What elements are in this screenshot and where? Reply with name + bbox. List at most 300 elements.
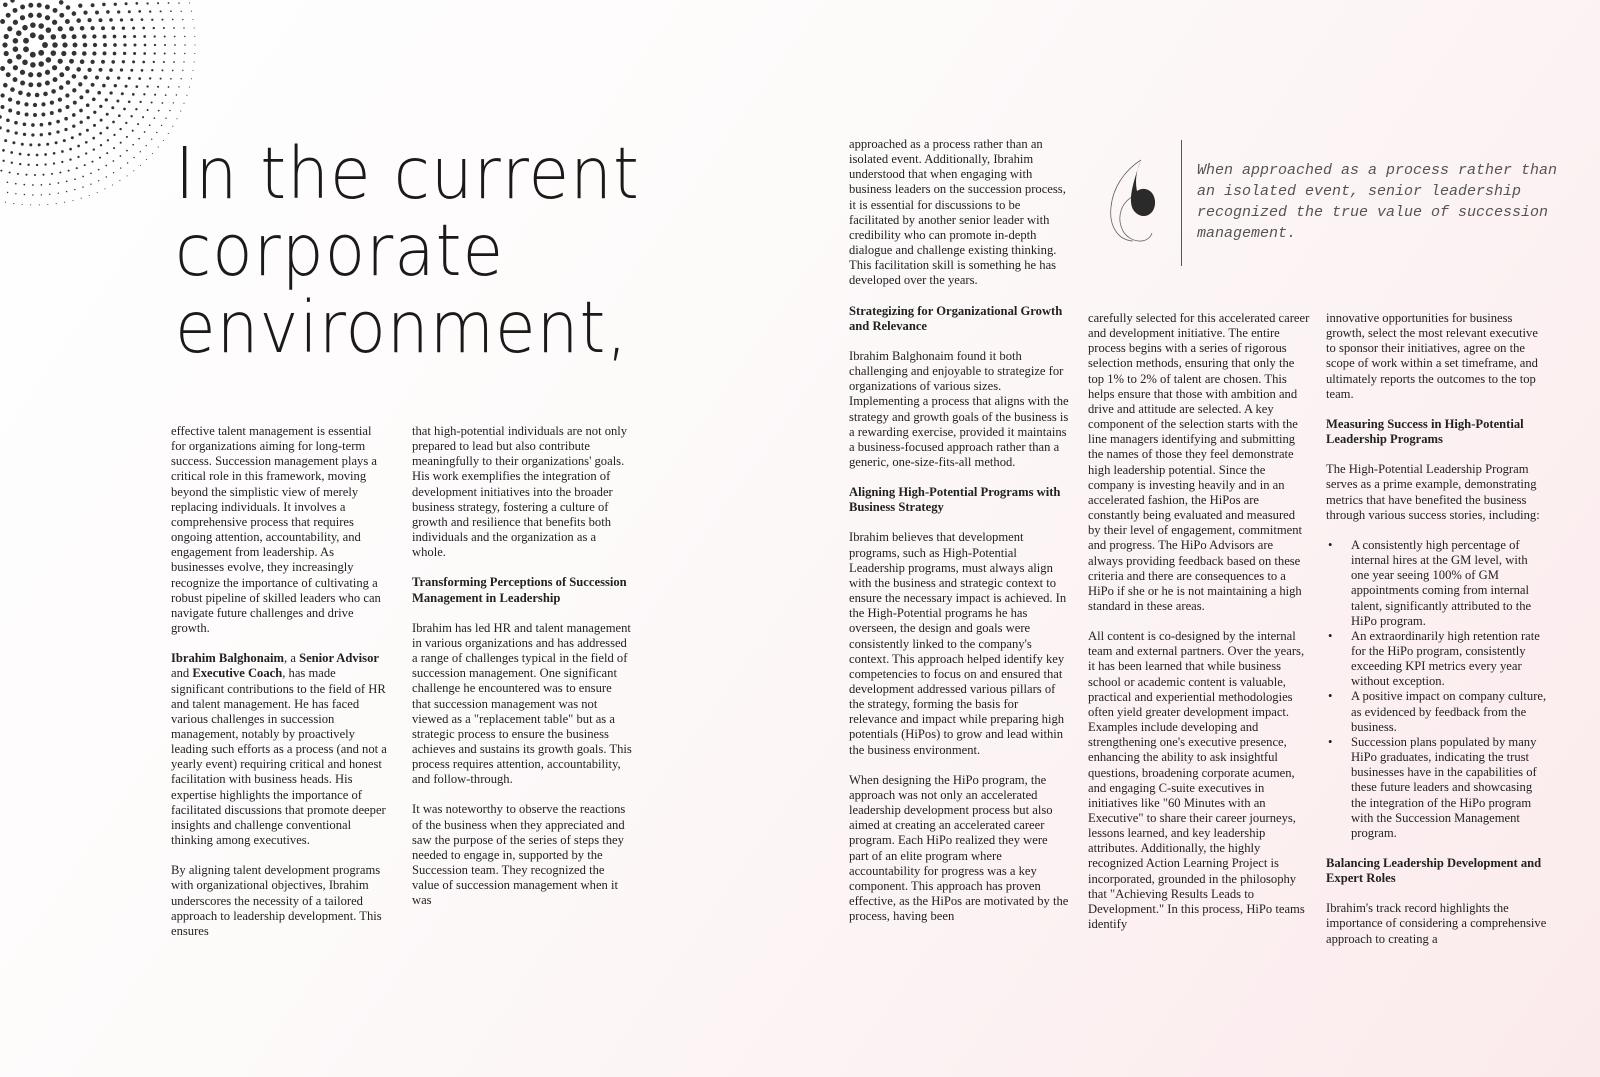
halftone-dot <box>95 76 99 80</box>
halftone-dot <box>154 44 156 46</box>
halftone-dot <box>69 59 74 64</box>
quote-divider <box>1181 140 1182 266</box>
halftone-dot <box>25 174 27 176</box>
halftone-dot <box>58 182 60 184</box>
halftone-dot <box>45 81 50 86</box>
halftone-dot <box>130 115 132 117</box>
halftone-dot <box>55 141 58 144</box>
halftone-dot <box>82 176 84 178</box>
halftone-dot <box>113 172 114 173</box>
halftone-dot <box>72 200 73 201</box>
halftone-dot <box>104 188 105 189</box>
paragraph: Ibrahim Balghonaim found it both challenging and enjoyable to strategize for organizations of various sizes. Implementing a process that aligns with the strategy and growth goals of the business is a rewarding exercise, provided it maintains a business-focused approach rather than a generic, one-size-fits-all method. <box>849 348 1069 469</box>
halftone-dot <box>2 149 5 152</box>
halftone-dot <box>7 26 12 31</box>
list-item: • Succession plans populated by many HiPo graduates, indicating the trust businesses have in the capabilities of these future leaders and showcasing the integration of the HiPo program with the Succession Management program. <box>1326 735 1548 841</box>
halftone-dot <box>92 97 96 101</box>
halftone-dot <box>128 10 131 13</box>
halftone-dot <box>50 100 54 104</box>
halftone-dot <box>120 18 123 21</box>
halftone-dot <box>172 126 173 127</box>
halftone-dot <box>126 175 127 176</box>
halftone-dot <box>0 93 4 97</box>
paragraph <box>171 651 389 848</box>
halftone-dot <box>73 101 77 105</box>
halftone-dot <box>2 160 4 162</box>
halftone-dot <box>0 126 2 129</box>
halftone-dot <box>80 121 83 124</box>
halftone-dot <box>41 184 43 186</box>
halftone-dot <box>8 109 12 113</box>
halftone-dot <box>6 13 11 18</box>
halftone-dot <box>101 60 105 64</box>
halftone-dot <box>53 8 58 13</box>
halftone-dot <box>120 142 122 144</box>
halftone-dot <box>99 68 103 72</box>
halftone-dot <box>13 77 18 82</box>
halftone-dot <box>38 23 44 29</box>
halftone-dot <box>19 153 22 156</box>
halftone-dot <box>48 132 51 135</box>
halftone-dot <box>151 101 153 103</box>
halftone-dot <box>58 193 59 194</box>
halftone-dot <box>42 42 48 48</box>
text-run: , a <box>284 651 300 666</box>
paragraph: Ibrahim's track record highlights the importance of considering a comprehensive approach to creating a <box>1326 901 1547 946</box>
halftone-dot <box>24 194 25 195</box>
halftone-dot <box>99 18 103 22</box>
halftone-dot <box>19 163 21 165</box>
halftone-dot <box>51 34 57 40</box>
halftone-dot <box>164 52 166 54</box>
halftone-dot <box>23 133 26 136</box>
halftone-dot <box>53 77 58 82</box>
paragraph: Ibrahim has led HR and talent management in various organizations and has addressed a range of challenges typical in the field of succession management. One significant challenge he encountered was to ensure that succession management was not viewed as a "replacement table" but as a strategic process to ensure the business achieves and sustains its growth goals. This process requires attention, accountability, and follow-through. <box>412 620 632 787</box>
halftone-dot <box>72 11 77 16</box>
halftone-dot <box>123 35 126 38</box>
halftone-dot <box>130 69 133 72</box>
halftone-dot <box>192 19 193 20</box>
halftone-dot <box>101 26 105 30</box>
article-column-2 <box>412 424 632 924</box>
halftone-dot <box>109 68 113 72</box>
halftone-dot <box>92 137 95 140</box>
halftone-dot <box>49 194 50 195</box>
list-item: • An extraordinarily high retention rate for the HiPo program, consistently exceeding KPI metrics every year without exception. <box>1326 629 1548 690</box>
halftone-dot <box>41 102 45 106</box>
list-item: • A consistently high percentage of internal hires at the GM level, with one year seeing 100% of GM appointments coming from internal talent, significantly attributed to the HiPo program. <box>1326 538 1548 629</box>
halftone-dot <box>39 204 40 205</box>
halftone-dot <box>181 78 182 79</box>
halftone-dot <box>91 3 95 7</box>
halftone-dot <box>109 91 112 94</box>
halftone-dot <box>30 32 36 38</box>
halftone-dot <box>138 138 140 140</box>
halftone-dot <box>106 113 109 116</box>
halftone-dot <box>151 139 152 140</box>
halftone-dot <box>194 36 195 37</box>
halftone-dot <box>83 10 87 14</box>
halftone-dot <box>157 2 159 4</box>
halftone-dot <box>133 35 136 38</box>
halftone-dot <box>45 5 50 10</box>
halftone-dot <box>10 87 15 92</box>
halftone-dot <box>53 162 55 164</box>
halftone-dot <box>0 19 5 24</box>
halftone-dot <box>72 51 77 56</box>
halftone-dot <box>158 110 160 112</box>
halftone-dot <box>36 164 38 166</box>
halftone-dot <box>130 18 133 21</box>
halftone-dot <box>90 172 92 174</box>
halftone-dot <box>102 84 106 88</box>
halftone-dot <box>182 70 183 71</box>
halftone-dot <box>77 156 79 158</box>
halftone-dot <box>184 36 185 37</box>
paragraph: carefully selected for this accelerated career and development initiative. The entire process begins with a series of rigorous selection methods, ensuring that only the top 1% to 2% of talent are chosen. This helps ensure that those with ambition and drive and attitude are selected. A key component of the selection starts with the line managers identifying and submitting the names of those they feel demonstrate high leadership potential. Since the company is investing heavily and in an accelerated fashion, the HiPos are constantly being evaluated and measured by their level of engagement, commitment and progress. The HiPo Advisors are always providing feedback based on these criteria and there are consequences to a HiPo if she or he is not maintaining a high standard in these areas. <box>1088 311 1310 613</box>
halftone-dot <box>91 161 93 163</box>
halftone-dot <box>23 184 25 186</box>
halftone-dot <box>13 65 18 70</box>
halftone-dot <box>135 108 137 110</box>
halftone-dot <box>79 133 82 136</box>
halftone-dot <box>103 51 107 55</box>
halftone-dot <box>28 72 33 77</box>
halftone-dot <box>132 93 135 96</box>
halftone-dot <box>35 93 40 98</box>
halftone-dot <box>46 57 52 63</box>
halftone-dot <box>82 186 83 187</box>
halftone-dot <box>113 43 117 47</box>
halftone-dot <box>147 109 149 111</box>
halftone-dot <box>13 203 14 204</box>
halftone-dot <box>153 61 155 63</box>
halftone-dot <box>154 117 156 119</box>
halftone-dot <box>0 170 2 172</box>
halftone-dot <box>7 181 9 183</box>
halftone-dot <box>58 109 62 113</box>
halftone-dot <box>162 102 164 104</box>
section-heading: Measuring Success in High-Potential Leadership Programs <box>1326 416 1524 447</box>
halftone-dot <box>113 160 115 162</box>
halftone-dot <box>95 11 99 15</box>
halftone-dot <box>52 42 58 48</box>
halftone-dot <box>2 42 7 47</box>
halftone-dot <box>29 143 32 146</box>
halftone-dot <box>138 10 141 13</box>
halftone-dot <box>82 34 87 39</box>
halftone-dot <box>146 159 147 160</box>
halftone-dot <box>28 13 33 18</box>
halftone-dot <box>28 3 33 8</box>
halftone-dot <box>87 116 90 119</box>
halftone-dot <box>20 70 25 75</box>
halftone-dot <box>6 72 11 77</box>
halftone-dot <box>111 60 115 64</box>
halftone-dot <box>194 27 195 28</box>
halftone-dot <box>3 3 8 8</box>
halftone-dot <box>51 89 56 94</box>
halftone-dot <box>72 34 77 39</box>
halftone-dot <box>184 53 185 54</box>
halftone-dot <box>0 66 5 71</box>
halftone-dot <box>142 27 145 30</box>
halftone-dot <box>133 170 134 171</box>
headline-line: environment, <box>175 286 629 370</box>
halftone-dot <box>22 204 23 205</box>
halftone-dot <box>109 18 113 22</box>
halftone-dot <box>172 19 174 21</box>
halftone-dot <box>38 61 44 67</box>
halftone-dot <box>10 151 13 154</box>
halftone-dot <box>86 129 89 132</box>
halftone-dot <box>133 157 134 158</box>
halftone-dot <box>100 144 102 146</box>
halftone-dot <box>41 113 45 117</box>
halftone-dot <box>116 100 119 103</box>
halftone-dot <box>69 148 72 151</box>
halftone-dot <box>27 153 30 156</box>
paragraph: By aligning talent development programs with organizational objectives, Ibrahim underscores the necessity of a tailored approach to leadership development. This ensures <box>171 863 382 938</box>
article-column-4 <box>1088 311 1310 947</box>
halftone-dot <box>170 78 172 80</box>
halftone-dot <box>23 46 29 52</box>
halftone-dot <box>154 35 156 37</box>
headline-line: In the current <box>175 132 640 216</box>
halftone-dot <box>37 3 42 8</box>
halftone-dot <box>80 26 85 31</box>
section-heading: Aligning High-Potential Programs with Business Strategy <box>849 485 1061 515</box>
halftone-dot <box>82 51 87 56</box>
halftone-dot <box>194 44 195 45</box>
halftone-dot <box>142 61 145 64</box>
halftone-dot <box>5 202 6 203</box>
success-metrics-list <box>1326 538 1548 841</box>
halftone-dot <box>22 60 28 66</box>
paragraph: All content is co-designed by the internal team and external partners. Over the years, it has been learned that while business school or academic content is valuable, practical and experiential methodologies often yield greater development impact. Examples include developing and strengthening one's executive presence, enhancing the ability to ask insightful questions, broadening corporate acumen, and engaging C-suite executives in initiatives like "60 Minutes with an Executive" to share their career journeys, lessons learned, and key leadership attributes. Additionally, the highly recognized Action Learning Project is incorporated, grounded in the philosophy that "Achieving Results Leads to Development." In this process, HiPo teams identify <box>1088 629 1305 932</box>
halftone-dot <box>72 88 76 92</box>
halftone-dot <box>161 69 163 71</box>
halftone-dot <box>72 74 77 79</box>
halftone-dot <box>31 123 35 127</box>
halftone-dot <box>59 171 61 173</box>
halftone-dot <box>93 124 96 127</box>
halftone-dot <box>143 52 146 55</box>
halftone-dot <box>8 97 12 101</box>
halftone-dot <box>123 52 126 55</box>
halftone-dot <box>15 193 16 194</box>
halftone-dot <box>59 13 64 18</box>
halftone-dot <box>59 85 64 90</box>
halftone-dot <box>24 102 28 106</box>
halftone-dot <box>66 5 71 10</box>
halftone-dot <box>58 59 63 64</box>
halftone-dot <box>64 117 68 121</box>
halftone-dot <box>63 139 66 142</box>
halftone-dot <box>119 180 120 181</box>
halftone-dot <box>174 44 176 46</box>
halftone-dot <box>168 133 169 134</box>
halftone-dot <box>182 19 183 20</box>
halftone-dot <box>146 145 147 146</box>
halftone-dot <box>20 5 25 10</box>
quote-mark-icon <box>1103 155 1173 250</box>
halftone-dot <box>84 164 86 166</box>
text-run: and <box>171 666 193 681</box>
halftone-dot <box>26 92 31 97</box>
halftone-dot <box>52 65 57 70</box>
halftone-dot <box>176 118 177 119</box>
role-title: Senior Advisor <box>299 651 379 666</box>
halftone-dot <box>16 100 20 104</box>
halftone-dot <box>74 178 76 180</box>
halftone-dot <box>61 51 66 56</box>
halftone-dot <box>15 183 17 185</box>
halftone-dot <box>97 192 98 193</box>
halftone-dot <box>16 111 20 115</box>
halftone-dot <box>59 72 64 77</box>
halftone-dot <box>90 26 94 30</box>
halftone-dot <box>23 122 27 126</box>
halftone-dot <box>143 93 145 95</box>
halftone-dot <box>9 171 11 173</box>
halftone-dot <box>17 173 19 175</box>
halftone-dot <box>164 44 166 46</box>
halftone-dot <box>45 15 50 20</box>
halftone-dot <box>41 194 42 195</box>
halftone-dot <box>92 51 96 55</box>
halftone-dot <box>112 184 113 185</box>
halftone-dot <box>132 60 135 63</box>
halftone-dot <box>146 85 148 87</box>
halftone-dot <box>118 114 121 117</box>
halftone-dot <box>160 10 162 12</box>
halftone-dot <box>191 78 192 79</box>
halftone-dot <box>112 121 115 124</box>
halftone-dot <box>120 167 121 168</box>
halftone-dot <box>59 0 64 5</box>
halftone-dot <box>78 82 82 86</box>
paragraph: It was noteworthy to observe the reactions of the business when they appreciated and saw the purpose of the series of steps they needed to engage in, supported by the Succession team. They recognized the value of succession management when it was <box>412 802 626 908</box>
halftone-dot <box>56 120 60 124</box>
halftone-dot <box>152 153 153 154</box>
halftone-dot <box>99 132 102 135</box>
halftone-dot <box>106 127 109 130</box>
halftone-dot <box>65 19 70 24</box>
halftone-dot <box>191 11 192 12</box>
halftone-dot <box>50 111 54 115</box>
halftone-dot <box>6 129 9 132</box>
halftone-dot <box>173 102 174 103</box>
halftone-dot <box>135 85 138 88</box>
halftone-dot <box>13 38 19 44</box>
halftone-dot <box>7 59 12 64</box>
halftone-dot <box>11 162 13 164</box>
halftone-dot <box>99 157 101 159</box>
halftone-dot <box>1 105 5 109</box>
halftone-dot <box>33 103 37 107</box>
halftone-dot <box>194 61 195 62</box>
halftone-dot <box>138 77 141 80</box>
halftone-dot <box>160 78 162 80</box>
halftone-dot <box>122 27 125 30</box>
halftone-dot <box>183 27 184 28</box>
section-heading: Strategizing for Organizational Growth and Relevance <box>849 303 1063 333</box>
halftone-dot <box>132 27 135 30</box>
section-heading: Transforming Perceptions of Succession Management in Leadership <box>412 575 627 605</box>
halftone-dot <box>170 10 172 12</box>
halftone-dot <box>68 170 70 172</box>
halftone-dot <box>10 0 15 3</box>
halftone-dot <box>86 103 90 107</box>
halftone-dot <box>4 51 9 56</box>
halftone-dot <box>106 152 108 154</box>
halftone-dot <box>36 154 39 157</box>
halftone-dot <box>56 203 57 204</box>
paragraph: effective talent management is essential for organizations aiming for long-term success. Succession management plays a critical role in this framework, moving beyond the simplistic view of merely replacing individuals. It involves a comprehensive process that requires ongoing attention, accountability, and engagement from leadership. As businesses evolve, they increasingly recognize the importance of cultivating a robust pipeline of skilled leaders who can navigate future challenges and drive growth. <box>171 424 381 636</box>
halftone-dot <box>114 3 117 6</box>
halftone-dot <box>51 50 57 56</box>
halftone-dot <box>98 180 99 181</box>
halftone-dot <box>186 95 187 96</box>
headline-line: corporate <box>175 209 505 293</box>
halftone-dot <box>144 44 147 47</box>
halftone-dot <box>47 204 48 205</box>
halftone-dot <box>97 91 101 95</box>
halftone-dot <box>77 145 80 148</box>
halftone-dot <box>15 131 18 134</box>
halftone-dot <box>111 26 115 30</box>
halftone-dot <box>45 70 50 75</box>
halftone-dot <box>21 143 24 146</box>
halftone-dot <box>189 2 190 3</box>
halftone-dot <box>183 103 184 104</box>
section-heading: Balancing Leadership Development and Expert Roles <box>1326 856 1542 886</box>
halftone-dot <box>53 152 56 155</box>
halftone-dot <box>4 34 9 39</box>
halftone-dot <box>93 43 97 47</box>
halftone-dot <box>99 105 102 108</box>
halftone-dot <box>76 167 78 169</box>
halftone-dot <box>165 94 167 96</box>
halftone-dot <box>100 119 103 122</box>
halftone-dot <box>181 11 182 12</box>
halftone-dot <box>27 164 29 166</box>
halftone-dot <box>169 110 170 111</box>
halftone-dot <box>127 162 128 163</box>
halftone-dot <box>178 86 179 87</box>
halftone-dot <box>23 38 29 44</box>
halftone-dot <box>119 128 121 130</box>
halftone-dot <box>141 69 144 72</box>
halftone-dot <box>122 60 125 63</box>
paragraph: approached as a process rather than an isolated event. Additionally, Ibrahim understood that when engaging with business leaders on the succession process, it is essential for discussions to be facilitated by another senior leader with credibility who can promote in-depth dialogue and challenge existing thinking. This facilitation skill is something he has developed over the years. <box>849 137 1066 288</box>
halftone-dot <box>125 85 128 88</box>
halftone-dot <box>69 26 74 31</box>
halftone-dot <box>65 66 70 71</box>
halftone-dot <box>126 150 128 152</box>
halftone-dot <box>80 59 85 64</box>
halftone-dot <box>132 144 134 146</box>
halftone-dot <box>194 53 195 54</box>
text-run: , has made significant contributions to the field of HR and talent management. He has faced various challenges in succession management, notably by proactively leading such efforts as a process (and not a yearly event) requiring critical and honest facilitation with business heads. His expertise highlights the importance of facilitated discussions that promote deeper insights and challenge conventional thinking among executives. <box>171 666 387 848</box>
halftone-dot <box>61 150 64 153</box>
halftone-dot <box>66 105 70 109</box>
halftone-dot <box>66 181 68 183</box>
halftone-dot <box>106 10 110 14</box>
halftone-dot <box>30 204 31 205</box>
halftone-dot <box>38 34 44 40</box>
